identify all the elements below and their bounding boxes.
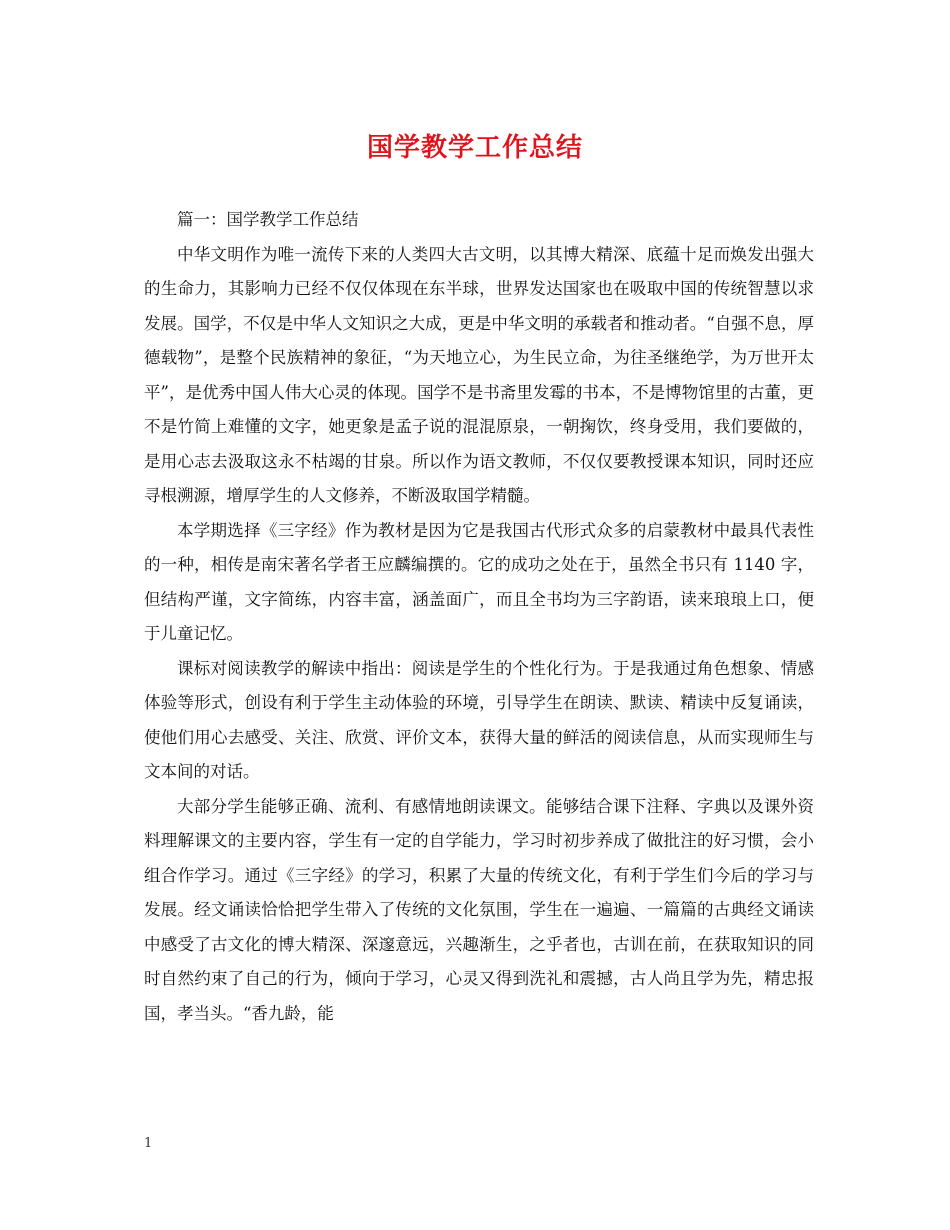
section-heading: 篇一：国学教学工作总结 bbox=[177, 210, 359, 229]
document-body bbox=[144, 203, 814, 1031]
page-number: 1 bbox=[144, 1136, 153, 1151]
paragraph-4: 大部分学生能够正确、流利、有感情地朗读课文。能够结合课下注释、字典以及课外资料理解课文的主要内容，学生有一定的自学能力，学习时初步养成了做批注的好习惯，会小组合作学习。通过《三字经》的学习，积累了大量的传统文化，有利于学生们今后的学习与发展。经文诵读恰恰把学生带入了传统的文化氛围，学生在一遍遍、一篇篇的古典经文诵读中感受了古文化的博大精深、深邃意远，兴趣渐生，之乎者也，古训在前，在获取知识的同时自然约束了自己的行为，倾向于学习，心灵又得到洗礼和震撼，古人尚且学为先，精忠报国，孝当头。“香九龄，能 bbox=[144, 796, 814, 1023]
paragraph-1: 中华文明作为唯一流传下来的人类四大古文明，以其博大精深、底蕴十足而焕发出强大的生命力，其影响力已经不仅仅体现在东半球，世界发达国家也在吸取中国的传统智慧以求发展。国学，不仅是中华人文知识之大成，更是中华文明的承载者和推动者。“自强不息，厚德载物”，是整个民族精神的象征，“为天地立心，为生民立命，为往圣继绝学，为万世开太平”，是优秀中国人伟大心灵的体现。国学不是书斋里发霉的书本，不是博物馆里的古董，更不是竹简上难懂的文字，她更象是孟子说的混混原泉，一朝掬饮，终身受用，我们要做的，是用心志去汲取这永不枯竭的甘泉。所以作为语文教师，不仅仅要教授课本知识，同时还应寻根溯源，增厚学生的人文修养，不断汲取国学精髓。 bbox=[144, 244, 814, 505]
document-title: 国学教学工作总结 bbox=[366, 133, 583, 163]
paragraph-3: 课标对阅读教学的解读中指出：阅读是学生的个性化行为。于是我通过角色想象、情感体验等形式，创设有利于学生主动体验的环境，引导学生在朗读、默读、精读中反复诵读，使他们用心去感受、关注、欣赏、评价文本，获得大量的鲜活的阅读信息，从而实现师生与文本间的对话。 bbox=[144, 658, 814, 781]
paragraph-2: 本学期选择《三字经》作为教材是因为它是我国古代形式众多的启蒙教材中最具代表性的一种，相传是南宋著名学者王应麟编撰的。它的成功之处在于，虽然全书只有 1140 字，但结构严谨，文字简练，内容丰富，涵盖面广，而且全书均为三字韵语，读来琅琅上口，便于儿童记忆。 bbox=[144, 520, 814, 643]
